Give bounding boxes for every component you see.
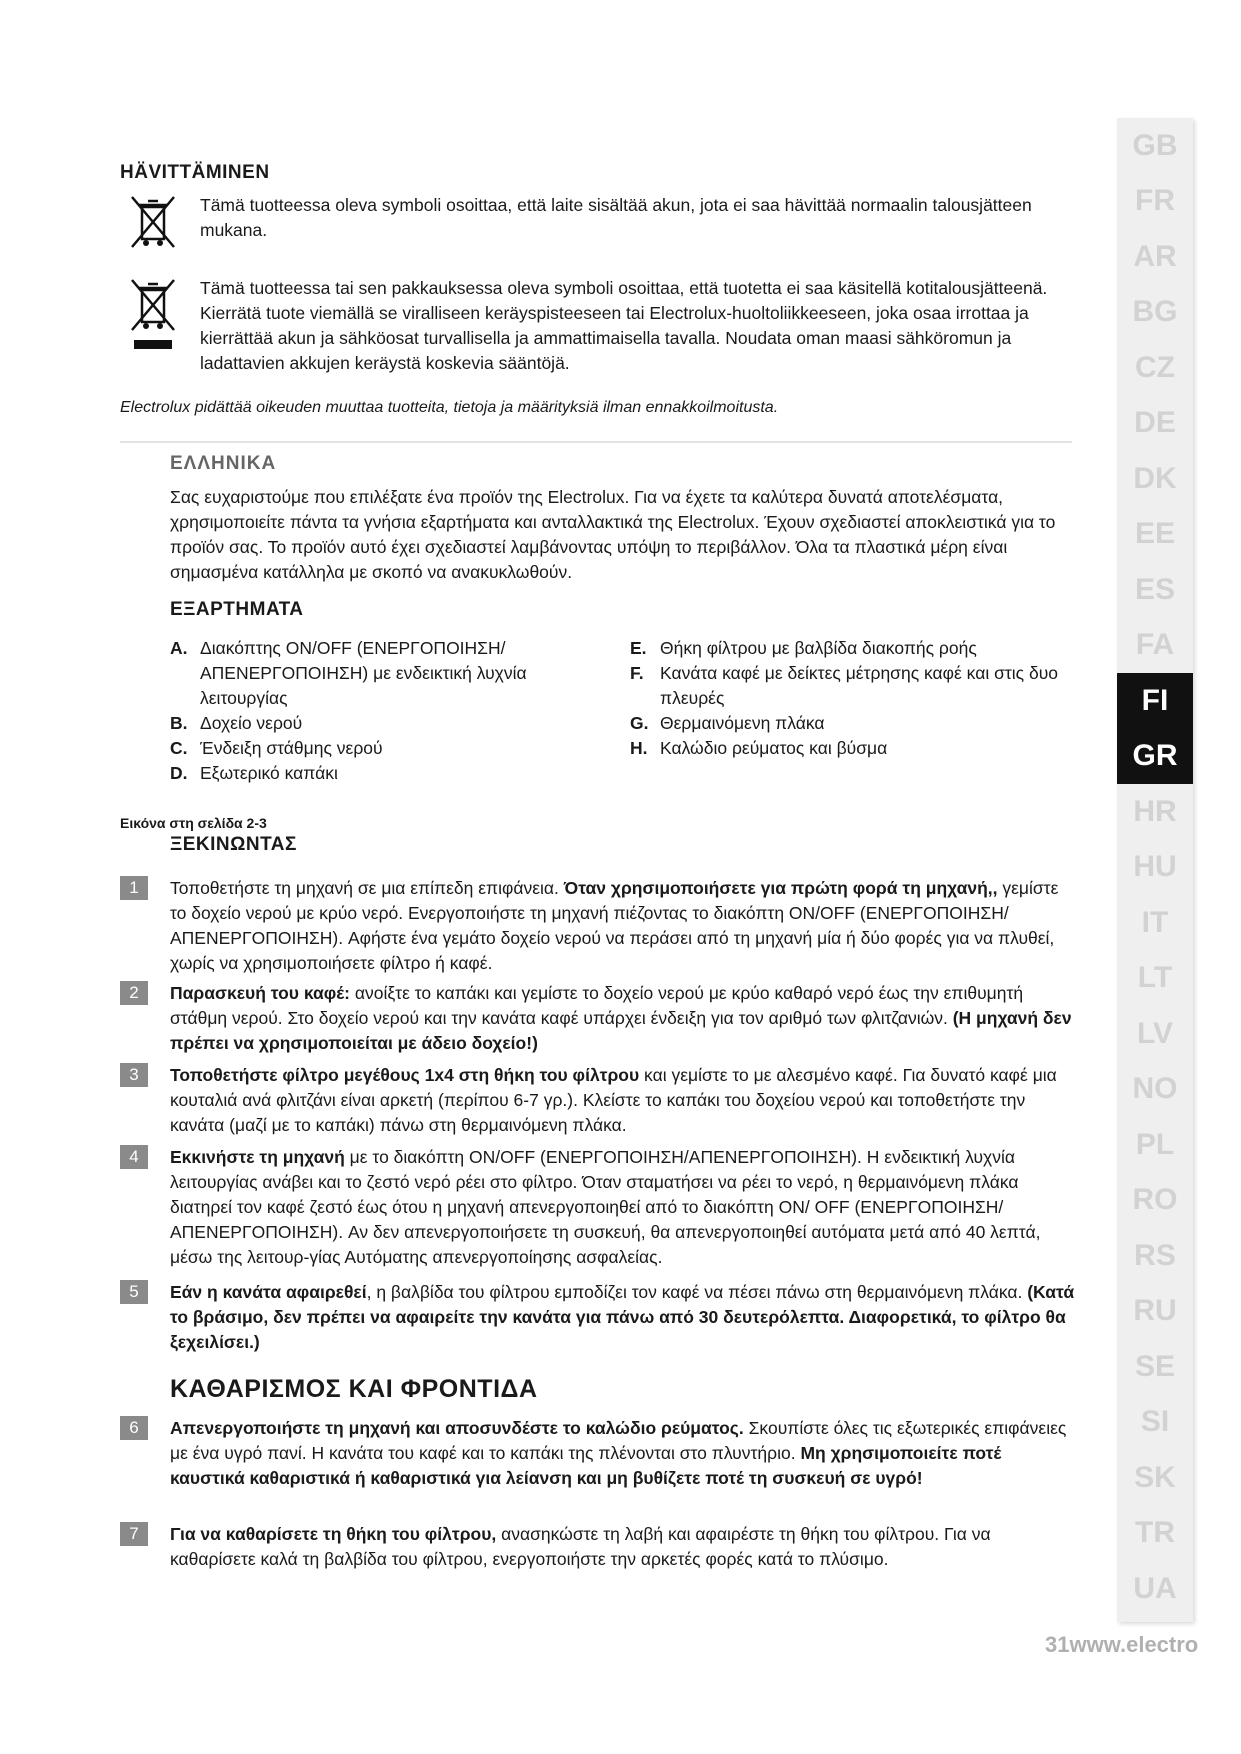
parts-list-right	[630, 636, 1070, 761]
language-tab-ro[interactable]: RO	[1132, 1183, 1178, 1216]
part-item	[170, 736, 590, 761]
step-item	[120, 876, 1075, 976]
language-tab-si[interactable]: SI	[1140, 1405, 1170, 1438]
weee-bin-bar-icon	[128, 276, 178, 356]
part-text: Κανάτα καφέ με δείκτες μέτρησης καφέ και στις δυο πλευρές	[660, 663, 1059, 708]
step-item	[120, 981, 1075, 1056]
part-item	[170, 761, 590, 786]
step-text: Απενεργοποιήστε τη μηχανή και αποσυνδέστε το καλώδιο ρεύματος. Σκουπίστε όλες τις εξωτερικές επιφάνειες με ένα υγρό πανί. Η κανάτα του καφέ και το καπάκι της πλένονται στο πλυντήριο. Μη χρησιμοποιείτε ποτέ καυστικά καθαριστικά ή καθαριστικά για λείανση και μη βυθίζετε ποτέ τη συσκευή σε υγρό!	[170, 1418, 1067, 1488]
step-text: Εκκινήστε τη μηχανή με το διακόπτη ON/OFF (ΕΝΕΡΓΟΠΟΙΗΣΗ/ΑΠΕΝΕΡΓΟΠΟΙΗΣΗ). Η ενδεικτική λυχνία λειτουργίας ανάβει και το ζεστό νερό ρέει στο φίλτρο. Όταν σταματήσει να ρέει το νερό, η θερμαινόμενη πλάκα διατηρεί τον καφέ ζεστό έως ότου η μηχανή απενεργοποιηθεί από το διακόπτη ON/ OFF (ΕΝΕΡΓΟΠΟΙΗΣΗ/ΑΠΕΝΕΡΓΟΠΟΙΗΣΗ). Αν δεν απενεργοποιήσετε τη συσκευή, θα απενεργοποιηθεί αυτόματα μετά από 40 λεπτά, μέσω της λειτουρ-γίας Αυτόματης απενεργοποίησης ασφαλείας.	[170, 1147, 1041, 1267]
language-tab-hr[interactable]: HR	[1133, 795, 1177, 828]
language-tab-fi[interactable]: FI	[1117, 673, 1193, 729]
part-item	[630, 711, 1070, 736]
step-number: 1	[120, 876, 148, 900]
language-tab-bg[interactable]: BG	[1132, 295, 1178, 328]
part-text: Θήκη φίλτρου με βαλβίδα διακοπής ροής	[660, 638, 977, 658]
part-text: Διακόπτης ON/OFF (ΕΝΕΡΓΟΠΟΙΗΣΗ/ ΑΠΕΝΕΡΓΟΠΟΙΗΣΗ) με ενδεικτική λυχνία λειτουργίας	[200, 638, 527, 708]
language-tab-fr[interactable]: FR	[1135, 184, 1175, 217]
language-tab-hu[interactable]: HU	[1133, 850, 1177, 883]
part-item	[630, 661, 1070, 711]
figure-reference: Εικόνα στη σελίδα 2-3	[120, 815, 267, 831]
part-letter: E.	[630, 638, 647, 658]
step-text: Παρασκευή του καφέ: ανοίξτε το καπάκι και γεμίστε το δοχείο νερού με κρύο καθαρό νερό έως την επιθυμητή στάθμη νερού. Στο δοχείο νερού και την κανάτα καφέ υπάρχει ένδειξη για τον αριθμό των φλιτζανιών. (Η μηχανή δεν πρέπει να χρησιμοποιείται με άδειο δοχείο!)	[170, 983, 1072, 1053]
part-text: Ένδειξη στάθμης νερού	[200, 738, 383, 758]
part-letter: F.	[630, 663, 644, 683]
parts-title: ΕΞΑΡΤΗΜΑΤΑ	[170, 599, 304, 620]
language-tab-rs[interactable]: RS	[1134, 1239, 1176, 1272]
step-number: 2	[120, 981, 148, 1005]
disposal-paragraph-recycling: Tämä tuotteessa tai sen pakkauksessa oleva symboli osoittaa, että tuotetta ei saa käsitellä kotitalousjätteenä. Kierrätä tuote viemällä se viralliseen keräyspisteeseen tai Electrolux-huoltoliikkeeseen, joka osaa irrottaa ja kierrättää akun ja sähköosat turvallisella ja ammattimaisella tavalla. Noudata oman maasi sähköromun ja ladattavien akkujen keräystä koskevia sääntöjä.	[200, 278, 1048, 373]
cleaning-title: ΚΑΘΑΡΙΣΜΟΣ ΚΑΙ ΦΡΟΝΤΙΔΑ	[170, 1375, 538, 1403]
step-item	[120, 1145, 1075, 1270]
section-title-disposal: HÄVITTÄMINEN	[120, 162, 270, 183]
parts-list-left	[170, 636, 590, 786]
language-tab-ar[interactable]: AR	[1133, 240, 1177, 273]
section-divider	[120, 441, 1072, 443]
section-title-greek: ΕΛΛΗΝΙΚΑ	[170, 453, 277, 474]
language-tab-pl[interactable]: PL	[1135, 1128, 1175, 1161]
step-number: 3	[120, 1063, 148, 1087]
language-tab-lt[interactable]: LT	[1137, 961, 1173, 994]
language-tab-ee[interactable]: EE	[1134, 517, 1176, 550]
part-item	[170, 711, 590, 736]
greek-intro-paragraph: Σας ευχαριστούμε που επιλέξατε ένα προϊόν της Electrolux. Για να έχετε τα καλύτερα δυνατά αποτελέσματα, χρησιμοποιείτε πάντα τα γνήσια εξαρτήματα και ανταλλακτικά της Electrolux. Έχουν σχεδιαστεί αποκλειστικά για το προϊόν σας. Το προϊόν αυτό έχει σχεδιαστεί λαμβάνοντας υπόψη το περιβάλλον. Όλα τα πλαστικά μέρη είναι σημασμένα κατάλληλα με σκοπό να ανακυκλωθούν.	[170, 487, 1056, 582]
part-text: Εξωτερικό καπάκι	[200, 763, 338, 783]
step-text: Τοποθετήστε τη μηχανή σε μια επίπεδη επιφάνεια. Όταν χρησιμοποιήσετε για πρώτη φορά τη μηχανή,, γεμίστε το δοχείο νερού με κρύο νερό. Ενεργοποιήστε τη μηχανή πιέζοντας το διακόπτη ON/OFF (ΕΝΕΡΓΟΠΟΙΗΣΗ/ΑΠΕΝΕΡΓΟΠΟΙΗΣΗ). Αφήστε ένα γεμάτο δοχείο νερού να περάσει από τη μηχανή μία ή δύο φορές για να πλυθεί, χωρίς να χρησιμοποιήσετε φίλτρο ή καφέ.	[170, 878, 1059, 973]
part-letter: C.	[170, 738, 188, 758]
step-number: 7	[120, 1522, 148, 1546]
part-letter: H.	[630, 738, 648, 758]
step-number: 5	[120, 1280, 148, 1304]
step-item	[120, 1063, 1075, 1138]
language-tab-de[interactable]: DE	[1134, 406, 1176, 439]
language-tab-sk[interactable]: SK	[1134, 1461, 1176, 1494]
step-text: Εάν η κανάτα αφαιρεθεί, η βαλβίδα του φίλτρου εμποδίζει τον καφέ να πέσει πάνω στη θερμαινόμενη πλάκα. (Κατά το βράσιμο, δεν πρέπει να αφαιρείτε την κανάτα για πάνω από 30 δευτερόλεπτα. Διαφορετικά, το φίλτρο θα ξεχειλίσει.)	[170, 1282, 1075, 1352]
step-item	[120, 1280, 1075, 1355]
language-tab-dk[interactable]: DK	[1133, 462, 1177, 495]
language-tab-ru[interactable]: RU	[1133, 1294, 1177, 1327]
language-tab-ua[interactable]: UA	[1133, 1572, 1177, 1605]
page-footer: 31www.electro	[1045, 1632, 1199, 1657]
part-text: Δοχείο νερού	[200, 713, 303, 733]
step-number: 6	[120, 1416, 148, 1440]
language-tab-no[interactable]: NO	[1132, 1072, 1178, 1105]
step-text: Για να καθαρίσετε τη θήκη του φίλτρου, ανασηκώστε τη λαβή και αφαιρέστε τη θήκη του φίλτρου. Για να καθαρίσετε καλά τη βαλβίδα του φίλτρου, ενεργοποιήστε την αρκετές φορές κατά το πλύσιμο.	[170, 1524, 991, 1569]
part-letter: B.	[170, 713, 188, 733]
step-item	[120, 1522, 1075, 1572]
getting-started-title: ΞΕΚΙΝΩΝΤΑΣ	[170, 834, 297, 855]
language-tab-lv[interactable]: LV	[1136, 1017, 1174, 1050]
language-tab-it[interactable]: IT	[1141, 906, 1169, 939]
language-tab-gr[interactable]: GR	[1117, 728, 1193, 784]
part-item	[170, 636, 590, 711]
part-letter: A.	[170, 638, 188, 658]
disposal-paragraph-battery: Tämä tuotteessa oleva symboli osoittaa, että laite sisältää akun, jota ei saa hävittää normaalin talousjätteen mukana.	[200, 195, 1032, 240]
language-tab-se[interactable]: SE	[1134, 1350, 1176, 1383]
language-tab-bar	[1117, 118, 1193, 1622]
step-item	[120, 1416, 1075, 1491]
part-text: Θερμαινόμενη πλάκα	[660, 713, 825, 733]
language-tab-tr[interactable]: TR	[1135, 1516, 1175, 1549]
step-number: 4	[120, 1145, 148, 1169]
disclaimer-text: Electrolux pidättää oikeuden muuttaa tuotteita, tietoja ja määrityksiä ilman ennakkoilmoitusta.	[120, 399, 779, 416]
part-text: Καλώδιο ρεύματος και βύσμα	[660, 738, 888, 758]
part-letter: D.	[170, 763, 188, 783]
language-tab-cz[interactable]: CZ	[1135, 351, 1175, 384]
language-tab-es[interactable]: ES	[1134, 573, 1176, 606]
language-tab-fa[interactable]: FA	[1135, 628, 1175, 661]
part-letter: G.	[630, 713, 649, 733]
step-text: Τοποθετήστε φίλτρο μεγέθους 1x4 στη θήκη του φίλτρου και γεμίστε το με αλεσμένο καφέ. Για δυνατό καφέ μια κουταλιά ανά φλιτζάνι είναι αρκετή (περίπου 6-7 γρ.). Κλείστε το καπάκι του δοχείου νερού και τοποθετήστε την κανάτα (μαζί με το καπάκι) πάνω στη θερμαινόμενη πλάκα.	[170, 1065, 1057, 1135]
part-item	[630, 736, 1070, 761]
language-tab-gb[interactable]: GB	[1132, 129, 1178, 162]
part-item	[630, 636, 1070, 661]
weee-bin-icon	[128, 193, 178, 249]
